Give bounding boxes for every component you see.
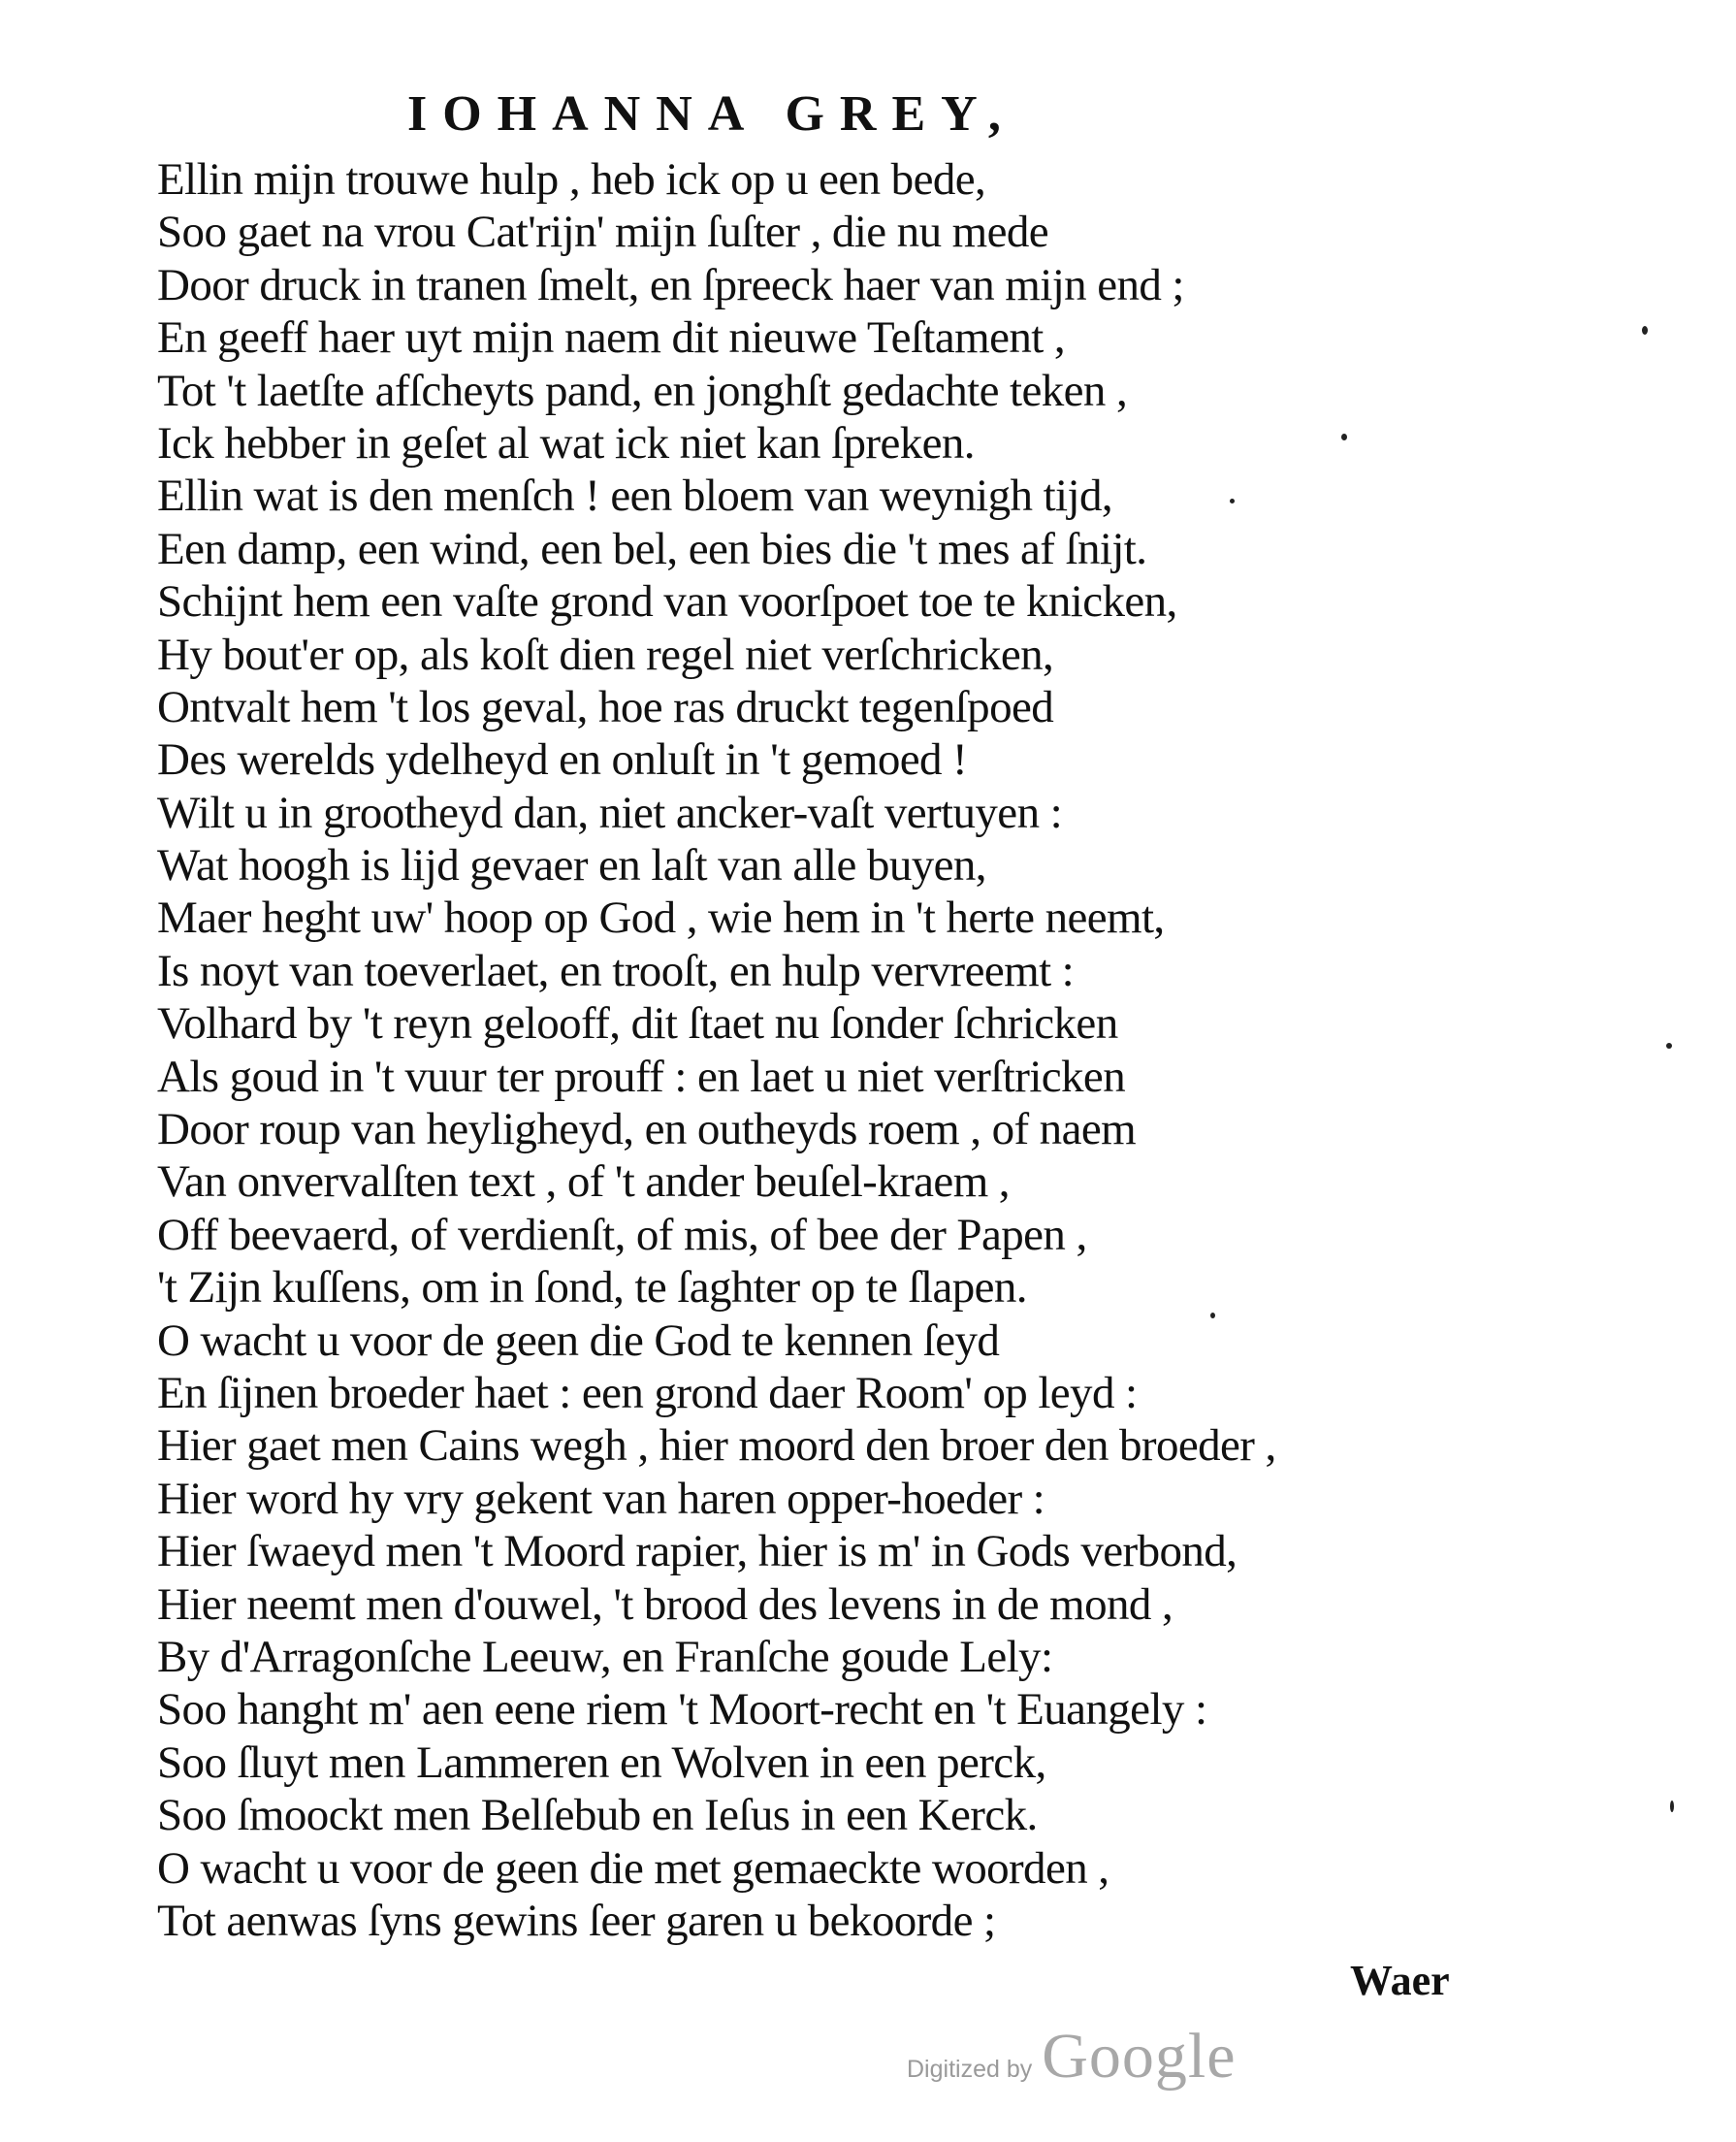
digitized-by-watermark (907, 2020, 1237, 2093)
poem-line: Is noyt van toeverlaet, en trooſt, en hulp vervreemt : (157, 945, 1075, 996)
poem-line: Wilt u in grootheyd dan, niet ancker-vaſt vertuyen : (157, 787, 1063, 838)
catchword: Waer (1350, 1957, 1450, 2004)
poem-line: Een damp, een wind, een bel, een bies die 't mes af ſnijt. (157, 523, 1147, 574)
ink-speck (1666, 1043, 1672, 1049)
poem-line: Hier gaet men Cains wegh , hier moord den broer den broeder , (157, 1420, 1276, 1472)
poem-line: O wacht u voor de geen die met gemaeckte woorden , (157, 1842, 1109, 1894)
poem-line: Wat hoogh is lijd gevaer en laſt van alle buyen, (157, 840, 986, 892)
poem-line: Ellin wat is den menſch ! een bloem van weynigh tijd, (157, 471, 1112, 522)
ink-speck (1230, 499, 1235, 503)
poem-line: Soo ſmoockt men Belſebub en Ieſus in een Kerck. (157, 1790, 1038, 1841)
poem-line: Ick hebber in geſet al wat ick niet kan ſpreken. (157, 417, 975, 469)
ink-speck (1642, 326, 1648, 335)
poem-line: Soo hanght m' aen eene riem 't Moort-recht en 't Euangely : (157, 1684, 1207, 1736)
poem-text (157, 153, 1276, 1947)
poem-line: By d'Arragonſche Leeuw, en Franſche goude Lely: (157, 1631, 1053, 1682)
poem-line: Hier ſwaeyd men 't Moord rapier, hier is m' in Gods verbond, (157, 1526, 1238, 1577)
poem-line: Tot aenwas ſyns gewins ſeer garen u bekoorde ; (157, 1895, 996, 1946)
digitized-prefix: Digitized by (907, 2056, 1033, 2083)
poem-line: Off beevaerd, of verdienſt, of mis, of bee der Papen , (157, 1209, 1087, 1260)
poem-line: O wacht u voor de geen die God te kennen ſeyd (157, 1314, 1000, 1366)
poem-line: Maer heght uw' hoop op God , wie hem in 't herte neemt, (157, 892, 1165, 944)
poem-line: En ſijnen broeder haet : een grond daer Room' op leyd : (157, 1367, 1138, 1418)
poem-line: Door druck in tranen ſmelt, en ſpreeck haer van mijn end ; (157, 259, 1184, 310)
poem-line: Van onvervalſten text , of 't ander beuſel-kraem , (157, 1156, 1010, 1208)
poem-line: Ellin mijn trouwe hulp , heb ick op u een bede, (157, 154, 986, 205)
poem-line: Ontvalt hem 't los geval, hoe ras druckt tegenſpoed (157, 681, 1054, 732)
poem-line: Volhard by 't reyn gelooff, dit ſtaet nu ſonder ſchricken (157, 998, 1118, 1050)
poem-line: En geeff haer uyt mijn naem dit nieuwe Teſtament , (157, 312, 1066, 364)
poem-line: Schijnt hem een vaſte grond van voorſpoet toe te knicken, (157, 576, 1177, 628)
poem-line: 't Zijn kuſſens, om in ſond, te ſaghter op te ſlapen. (157, 1262, 1027, 1314)
poem-line: Door roup van heyligheyd, en outheyds roem , of naem (157, 1104, 1137, 1155)
poem-line: Als goud in 't vuur ter prouff : en laet u niet verſtricken (157, 1051, 1126, 1102)
ink-speck (1341, 434, 1347, 440)
ink-speck (1210, 1313, 1215, 1318)
poem-line: Tot 't laetſte afſcheyts pand, en jonghſt gedachte teken , (157, 365, 1128, 416)
poem-line: Hy bout'er op, als koſt dien regel niet verſchricken, (157, 629, 1054, 680)
poem-line: Soo gaet na vrou Cat'rijn' mijn ſuſter , die nu mede (157, 207, 1049, 258)
running-title: IOHANNA GREY, (407, 86, 1016, 142)
ink-speck (1670, 1801, 1674, 1812)
poem-line: Hier neemt men d'ouwel, 't brood des levens in de mond , (157, 1578, 1173, 1630)
poem-line: Hier word hy vry gekent van haren opper-hoeder : (157, 1473, 1045, 1524)
google-logo: Google (1042, 2021, 1237, 2092)
poem-line: Soo ſluyt men Lammeren en Wolven in een perck, (157, 1736, 1046, 1788)
poem-line: Des werelds ydelheyd en onluſt in 't gemoed ! (157, 734, 968, 786)
